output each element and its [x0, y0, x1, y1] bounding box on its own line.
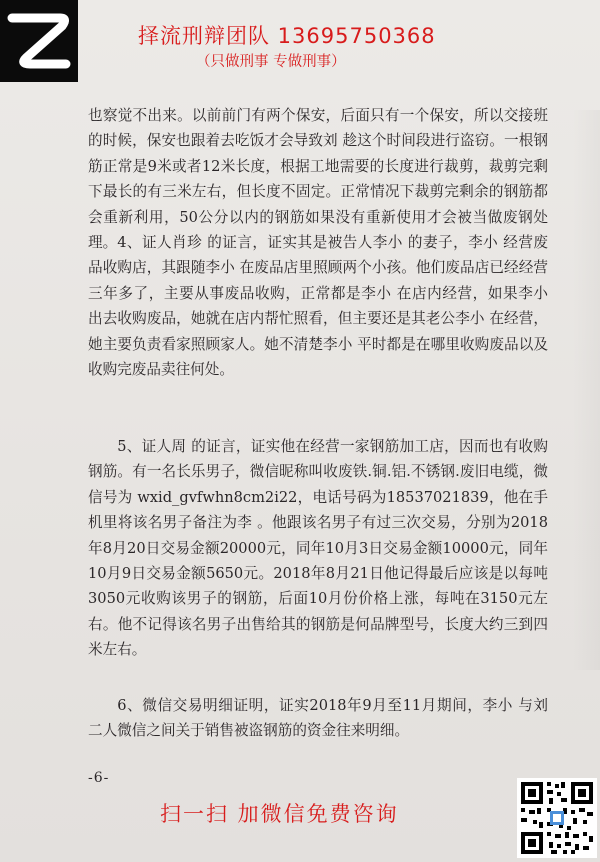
- z-logo-icon: [0, 0, 78, 82]
- footer-cta: 扫一扫 加微信免费咨询: [160, 802, 399, 826]
- header-title: 择流刑辩团队 13695750368: [138, 24, 436, 48]
- header-subtitle: （只做刑事 专做刑事）: [196, 54, 346, 70]
- qr-code-icon[interactable]: [517, 778, 597, 858]
- page-number: -6-: [88, 770, 110, 786]
- paragraph-witness-4: 4、证人肖珍 的证言，证实其是被告人李小 的妻子，李小 经营废品收购店，其跟随李小 在废品店里照顾两个小孩。他们废品店已经经营三年多了，主要从事废品收购，正常都是李小 在店内经营，如果李小 出去收购废品，她就在店内帮忙照看，但主要还是其老公李小 在经营，她主要负责看家照顾家人。她不清楚李小 平时都是在哪里收购废品以及收购完废品卖往何处。: [88, 234, 548, 379]
- scan-shadow: [572, 110, 600, 670]
- paragraph-continuation: 也察觉不出来。以前前门有两个保安，后面只有一个保安，所以交接班的时候，保安也跟着去吃饭才会导致刘 趁这个时间段进行盗窃。一根钢筋正常是9米或者12米长度，根据工地需要的长度进行裁剪，裁剪完剩下最长的有三米左右，但长度不固定。正常情况下裁剪完剩余的钢筋都会重新利用，50公分以内的钢筋如果没有重新使用才会被当做废钢处理。: [88, 107, 548, 252]
- paragraph-evidence-6: 6、微信交易明细证明，证实2018年9月至11月期间，李小 与刘 二人微信之间关于销售被盗钢筋的资金往来明细。: [88, 697, 548, 740]
- paragraph-witness-5: 5、证人周 的证言，证实他在经营一家钢筋加工店，因而也有收购钢筋。有一名长乐男子，微信昵称叫收废铁.铜.铝.不锈钢.废旧电缆，微信号为 wxid_gvfwhn8cm2i22，电话号码为18537021839，他在手机里将该名男子备注为李 。他跟该名男子有过三次交易，分别为2018年8月20日交易金额20000元，同年10月3日交易金额10000元，同年10月9日交易金额5650元。2018年8月21日他记得最后应该是以每吨3050元收购该男子的钢筋，后面10月份价格上涨，每吨在3150元左右。他不记得该名男子出售给其的钢筋是何品牌型号，长度大约三到四米左右。: [88, 438, 548, 659]
